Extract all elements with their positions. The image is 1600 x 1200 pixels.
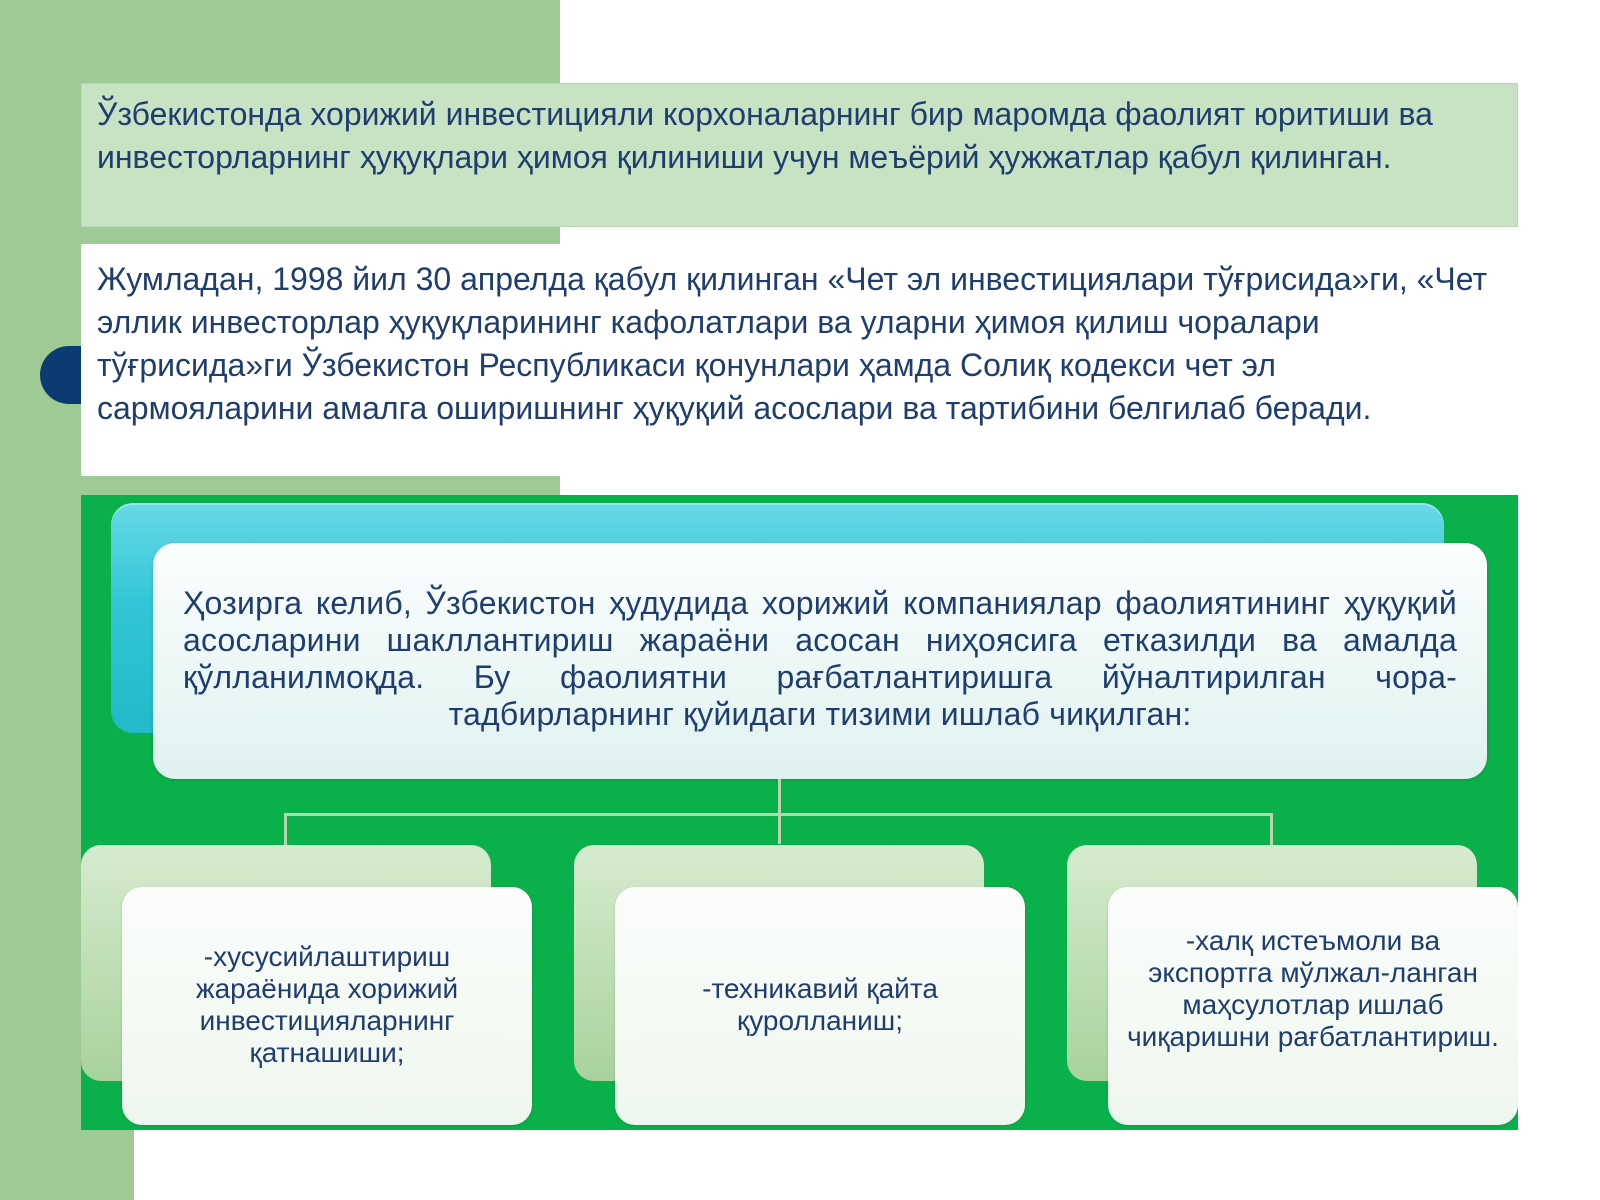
connector-horizontal: [284, 813, 1273, 816]
main-box-text: Ҳозирга келиб, Ўзбекистон ҳудудида хорижий компаниялар фаолиятининг ҳуқуқий асосларини шакллантириш жараёни асосан ниҳоясига етказилди ва амалда қўлланилмоқда. Бу фаолиятни рағбатлантиришга йўналтирилган чора-тадбирларнинг қуйидаги тизими ишлаб чиқилган:: [183, 585, 1457, 732]
connector-drop-left: [284, 813, 287, 845]
child-box-1: [122, 887, 532, 1125]
diagram-panel: [81, 495, 1518, 1130]
child-box-1-text: -хусусийлаштириш жараёнида хорижий инвестицияларнинг қатнашиши;: [195, 941, 459, 1068]
intro-text: Ўзбекистонда хорижий инвестицияли корхоналарнинг бир маромда фаолият юритиши ва инвесторларнинг ҳуқуқлари ҳимоя қилиниши учун меъёрий ҳужжатлар қабул қилинган.: [97, 96, 1433, 175]
child-box-2: [615, 887, 1025, 1125]
main-box: [153, 543, 1487, 779]
law-box: [81, 244, 1518, 476]
child-box-2-text: -техникавий қайта қуролланиш;: [702, 973, 938, 1036]
child-box-3: [1108, 887, 1518, 1125]
connector-vertical: [778, 779, 781, 844]
intro-box: [81, 83, 1518, 227]
child-box-3-text: -халқ истеъмоли ва экспортга мўлжал-ланган маҳсулотлар ишлаб чиқаришни рағбатлантириш.: [1127, 925, 1499, 1052]
connector-drop-right: [1270, 813, 1273, 845]
law-text: Жумладан, 1998 йил 30 апрелда қабул қилинган «Чет эл инвестициялари тўғрисида»ги, «Чет эллик инвесторлар ҳуқуқларининг кафолатлари ва уларни ҳимоя қилиш чоралари тўғрисида»ги Ўзбекистон Республикаси қонунлари ҳамда Солиқ кодекси чет эл сармояларини амалга оширишнинг ҳуқуқий асослари ва тартибини белгилаб беради.: [97, 261, 1488, 426]
